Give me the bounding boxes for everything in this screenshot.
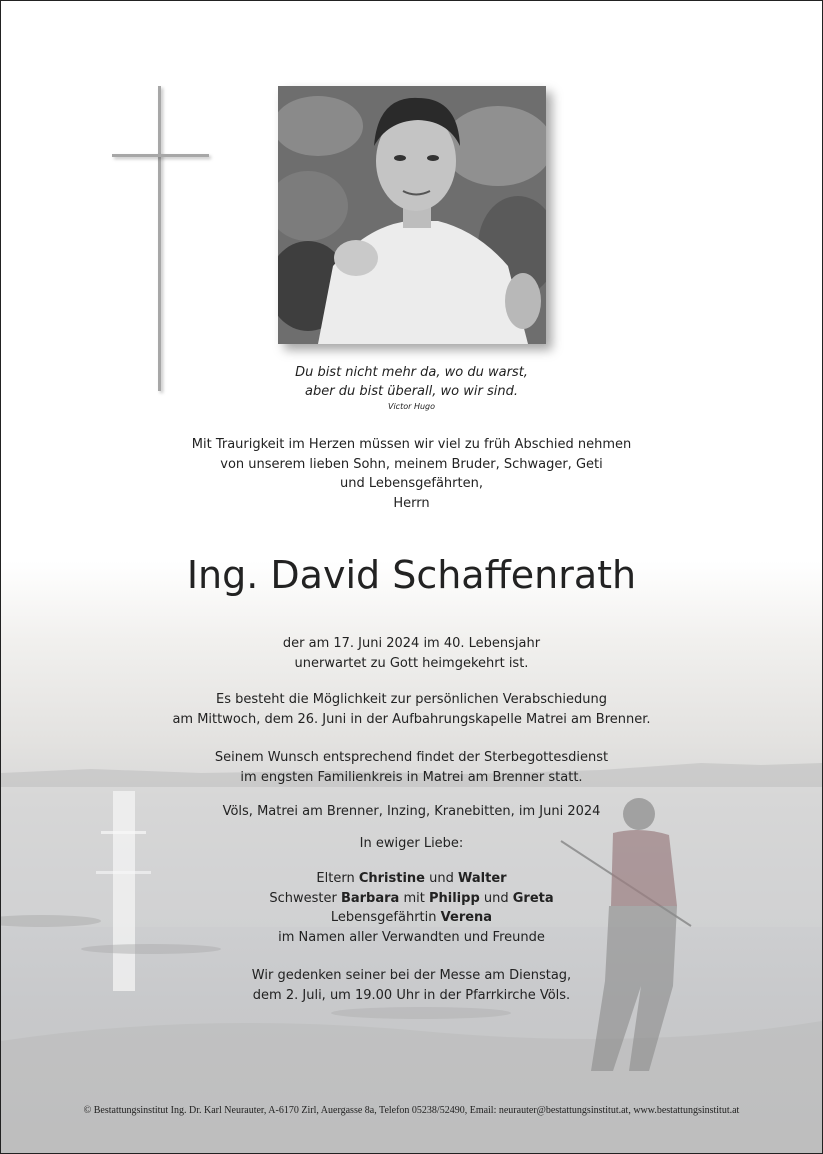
mourners-list [1,869,822,947]
love-line: In ewiger Liebe: [359,836,464,851]
mourners-parents: Eltern Christine und Walter [316,871,507,886]
intro-line-3: und Lebensgefährten, [340,476,483,491]
mass-notice [1,966,822,1005]
quote-author: Victor Hugo [387,402,435,411]
intro-text [1,435,822,513]
quote-line-2: aber du bist überall, wo wir sind. [305,384,518,399]
intro-line-4: Herrn [393,495,430,511]
mass-line-2: dem 2. Juli, um 19.00 Uhr in der Pfarrkirche Völs. [252,987,571,1003]
mourners-relatives: im Namen aller Verwandten und Freunde [278,929,545,945]
intro-line-2: von unserem lieben Sohn, meinem Bruder, Schwager, Geti [220,456,603,472]
mourners-sister: Schwester Barbara mit Philipp und Greta [269,890,554,906]
sister-name: Barbara [340,890,400,906]
cross-vertical-beam [158,86,161,391]
quote-line-1: Du bist nicht mehr da, wo du warst, [295,365,528,380]
cross-horizontal-beam [112,154,209,157]
service-line-2: im engsten Familienkreis in Matrei am Brenner statt. [240,769,583,785]
farewell-line-2: am Mittwoch, dem 26. Juni in der Aufbahrungskapelle Matrei am Brenner. [172,711,651,727]
places-line: Völs, Matrei am Brenner, Inzing, Kranebitten, im Juni 2024 [222,804,601,819]
intro-line-1: Mit Traurigkeit im Herzen müssen wir viel zu früh Abschied nehmen [191,437,632,452]
father-name: Walter [458,871,507,886]
partner-name: Verena [440,910,493,925]
sister-partner-name: Philipp [428,890,480,906]
mother-name: Christine [358,871,425,886]
portrait-photo [278,86,546,344]
death-line-2: unerwartet zu Gott heimgekehrt ist. [294,655,529,671]
footer-imprint: © Bestattungsinstitut Ing. Dr. Karl Neurauter, A-6170 Zirl, Auergasse 8a, Telefon 05238/52490, Email: neurauter@bestattungsinstitut.at, www.bestattungsinstitut.at [83,1105,740,1116]
farewell-notice [1,690,822,729]
death-line-1: der am 17. Juni 2024 im 40. Lebensjahr [282,636,541,651]
deceased-name: Ing. David Schaffenrath [186,553,637,597]
mourners-partner: Lebensgefährtin Verena [330,910,493,925]
service-notice [1,748,822,787]
farewell-line-1: Es besteht die Möglichkeit zur persönlichen Verabschiedung [216,692,607,707]
service-line-1: Seinem Wunsch entsprechend findet der Sterbegottesdienst [214,750,609,765]
sister-child-name: Greta [512,890,554,906]
mass-line-1: Wir gedenken seiner bei der Messe am Dienstag, [251,968,572,983]
quote-text [1,363,822,401]
death-notice [1,634,822,673]
